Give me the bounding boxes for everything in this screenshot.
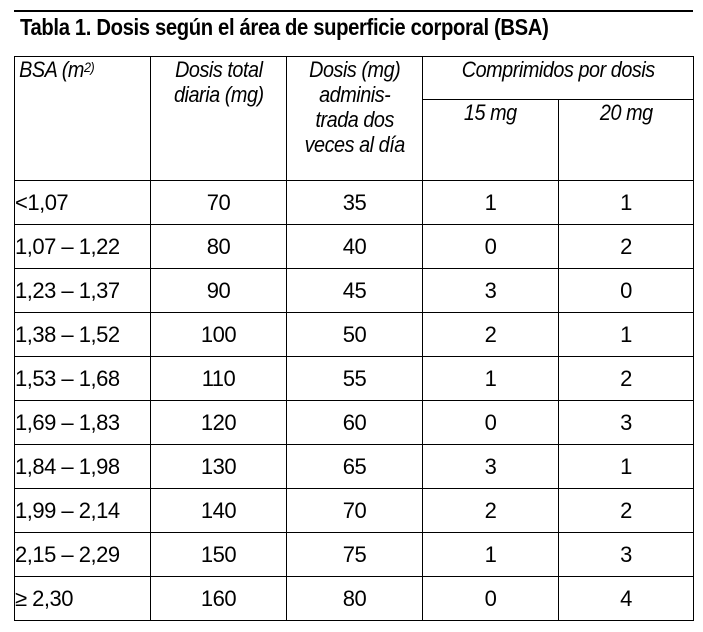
cell-dose: 45 (287, 269, 423, 313)
table-row (15, 225, 694, 269)
cell-dose: 75 (287, 533, 423, 577)
table-title: Tabla 1. Dosis según el área de superficie corporal (BSA) (20, 14, 549, 40)
cell-bsa: 2,15 – 2,29 (15, 533, 151, 577)
table-row (15, 533, 694, 577)
top-rule (14, 10, 693, 12)
header-bsa: BSA ($m^{2)}$ (15, 57, 151, 181)
cell-total-daily-dose: 150 (151, 533, 287, 577)
cell-dose: 55 (287, 357, 423, 401)
cell-dose: 35 (287, 181, 423, 225)
cell-bsa: 1,99 – 2,14 (15, 489, 151, 533)
cell-tablets-20mg: 3 (559, 533, 694, 577)
cell-tablets-20mg: 2 (559, 489, 694, 533)
header-tablets-15mg: 15 mg (423, 100, 559, 181)
header-dose-twice-daily: Dosis (mg) adminis- trada dos veces al día (287, 57, 423, 181)
cell-tablets-15mg: 3 (423, 269, 559, 313)
cell-tablets-20mg: 3 (559, 401, 694, 445)
cell-tablets-15mg: 2 (423, 313, 559, 357)
table-row (15, 489, 694, 533)
cell-bsa: 1,38 – 1,52 (15, 313, 151, 357)
cell-bsa: 1,23 – 1,37 (15, 269, 151, 313)
cell-tablets-15mg: 0 (423, 225, 559, 269)
cell-tablets-15mg: 2 (423, 489, 559, 533)
cell-bsa: 1,69 – 1,83 (15, 401, 151, 445)
cell-tablets-20mg: 1 (559, 445, 694, 489)
table-row (15, 577, 694, 621)
cell-bsa: <1,07 (15, 181, 151, 225)
cell-bsa: 1,07 – 1,22 (15, 225, 151, 269)
cell-total-daily-dose: 130 (151, 445, 287, 489)
table-row (15, 181, 694, 225)
cell-tablets-20mg: 1 (559, 313, 694, 357)
header-tablets-per-dose: Comprimidos por dosis (423, 57, 694, 100)
cell-dose: 60 (287, 401, 423, 445)
table-row (15, 313, 694, 357)
table-row (15, 401, 694, 445)
table-row (15, 357, 694, 401)
cell-total-daily-dose: 160 (151, 577, 287, 621)
dosage-table (14, 56, 694, 621)
cell-tablets-20mg: 4 (559, 577, 694, 621)
cell-dose: 40 (287, 225, 423, 269)
table-row (15, 445, 694, 489)
cell-total-daily-dose: 100 (151, 313, 287, 357)
cell-bsa: 1,53 – 1,68 (15, 357, 151, 401)
table-row (15, 269, 694, 313)
table-body (15, 181, 694, 621)
cell-tablets-20mg: 0 (559, 269, 694, 313)
cell-total-daily-dose: 90 (151, 269, 287, 313)
cell-tablets-15mg: 1 (423, 533, 559, 577)
cell-total-daily-dose: 70 (151, 181, 287, 225)
cell-tablets-15mg: 1 (423, 181, 559, 225)
header-tablets-20mg: 20 mg (559, 100, 694, 181)
cell-dose: 65 (287, 445, 423, 489)
cell-dose: 70 (287, 489, 423, 533)
cell-total-daily-dose: 140 (151, 489, 287, 533)
cell-tablets-20mg: 2 (559, 225, 694, 269)
cell-total-daily-dose: 120 (151, 401, 287, 445)
cell-dose: 80 (287, 577, 423, 621)
cell-tablets-15mg: 3 (423, 445, 559, 489)
cell-dose: 50 (287, 313, 423, 357)
cell-tablets-20mg: 2 (559, 357, 694, 401)
cell-tablets-15mg: 1 (423, 357, 559, 401)
cell-bsa: ≥ 2,30 (15, 577, 151, 621)
cell-tablets-15mg: 0 (423, 401, 559, 445)
cell-tablets-15mg: 0 (423, 577, 559, 621)
cell-total-daily-dose: 110 (151, 357, 287, 401)
header-total-daily-dose: Dosis total diaria (mg) (151, 57, 287, 181)
cell-bsa: 1,84 – 1,98 (15, 445, 151, 489)
cell-tablets-20mg: 1 (559, 181, 694, 225)
cell-total-daily-dose: 80 (151, 225, 287, 269)
